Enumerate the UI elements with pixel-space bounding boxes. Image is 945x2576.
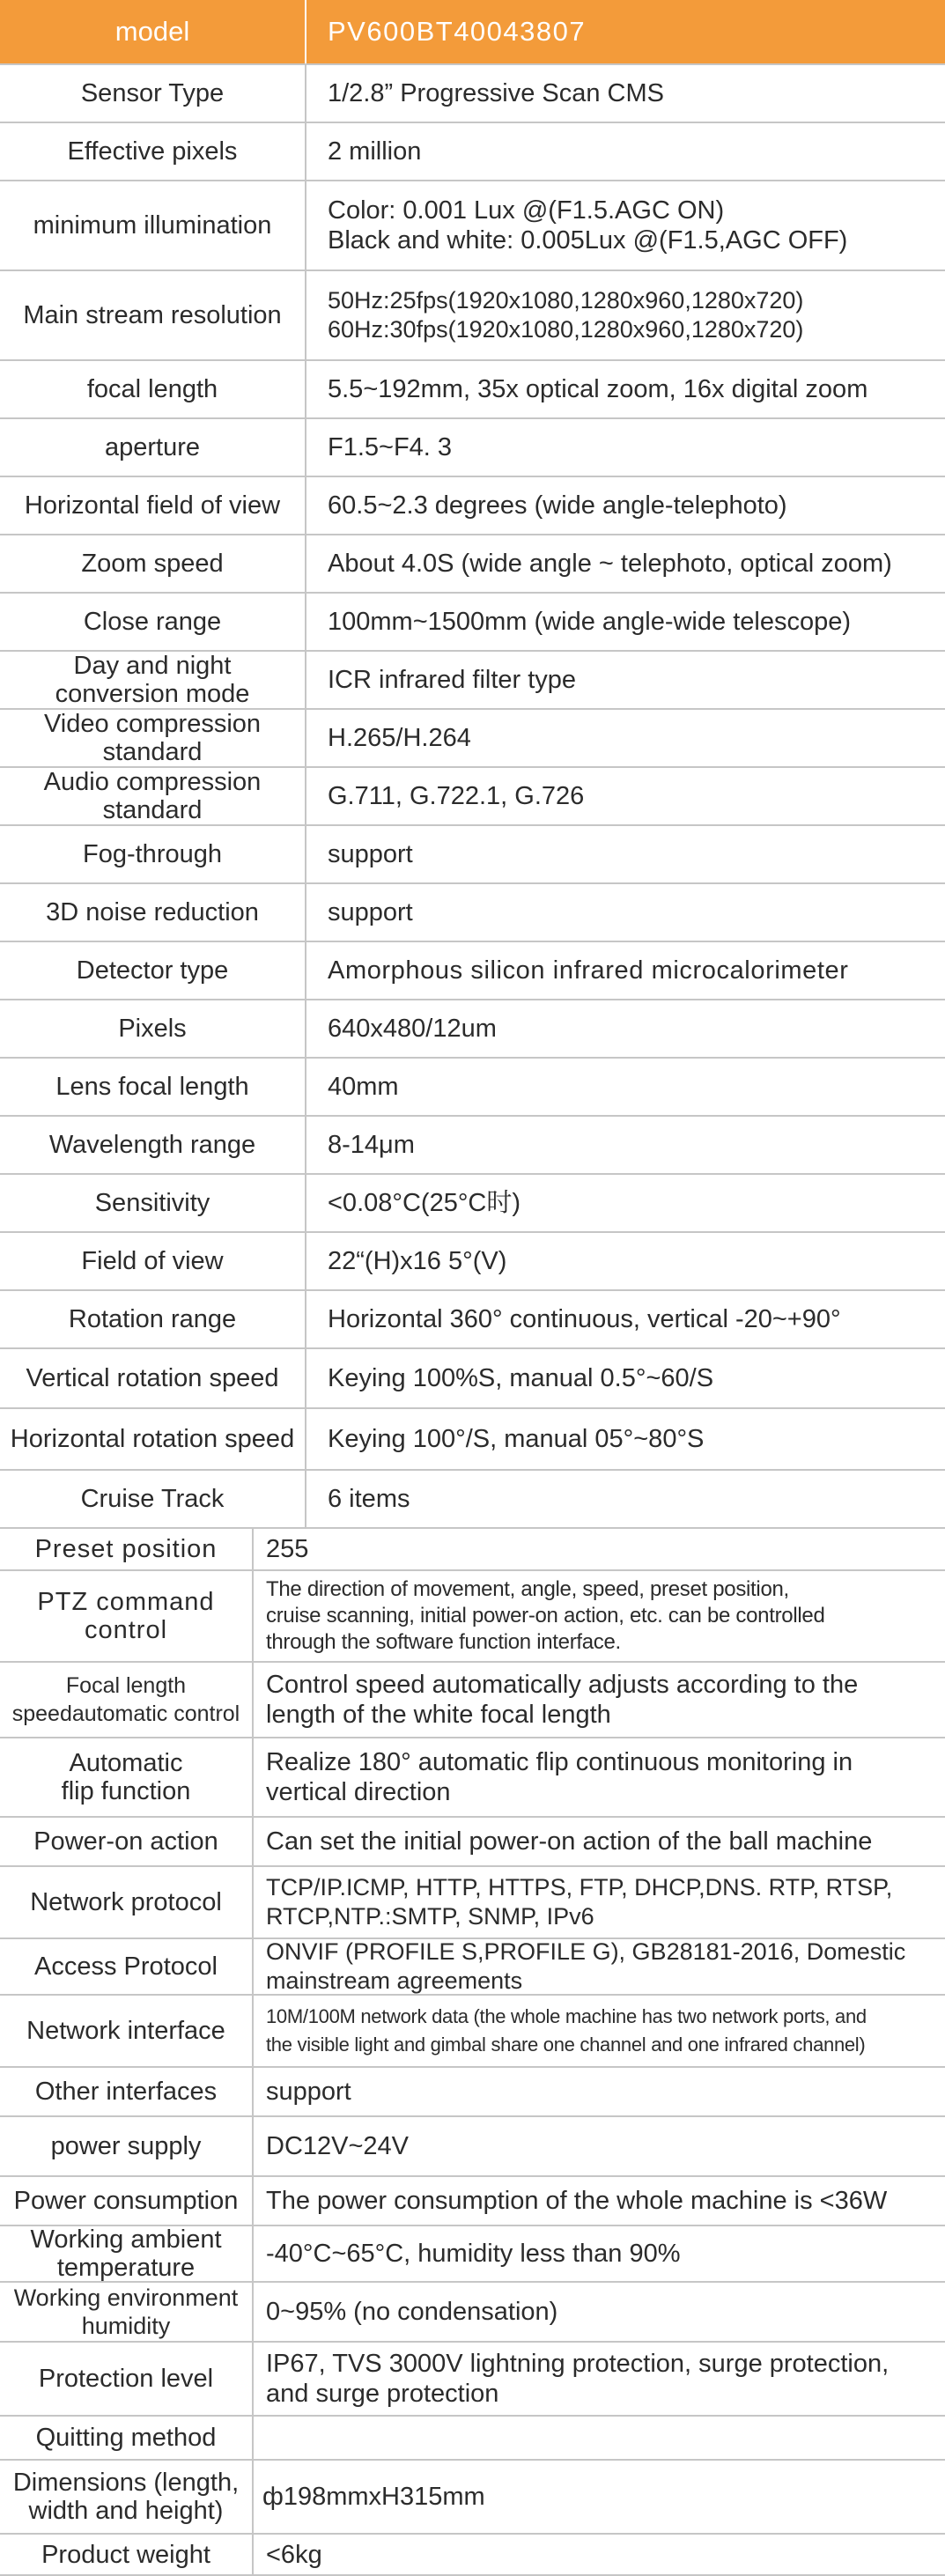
spec-label: Horizontal rotation speed xyxy=(10,1425,295,1453)
value-line: The direction of movement, angle, speed, preset position, xyxy=(266,1577,789,1601)
spec-header-row xyxy=(0,0,945,63)
spec-value: 40mm xyxy=(328,1073,399,1101)
spec-value: 1/2.8” Progressive Scan CMS xyxy=(328,79,664,107)
spec-value: 6 items xyxy=(328,1485,410,1513)
spec-row xyxy=(0,1865,945,1938)
spec-row xyxy=(0,417,945,476)
label-line: Day and night xyxy=(73,652,232,680)
spec-value: 60.5~2.3 degrees (wide angle-telephoto) xyxy=(328,491,787,520)
value-line: the visible light and gimbal share one channel and one infrared channel) xyxy=(266,2033,866,2056)
spec-row xyxy=(0,1115,945,1173)
spec-row xyxy=(0,1347,945,1407)
spec-label: Detector type xyxy=(76,956,229,985)
spec-row xyxy=(0,650,945,708)
value-line: cruise scanning, initial power-on action, etc. can be controlled xyxy=(266,1604,825,1628)
spec-value: 100mm~1500mm (wide angle-wide telescope) xyxy=(328,608,851,636)
spec-value: support xyxy=(328,840,413,868)
spec-label: Power-on action xyxy=(33,1827,218,1856)
spec-value: Keying 100%S, manual 0.5°~60/S xyxy=(328,1364,714,1392)
spec-row xyxy=(0,2225,945,2281)
spec-label: Quitting method xyxy=(35,2424,217,2452)
spec-label: Horizontal field of view xyxy=(24,491,281,520)
value-line: 50Hz:25fps(1920x1080,1280x960,1280x720) xyxy=(328,287,804,314)
spec-row xyxy=(0,2533,945,2576)
spec-row xyxy=(0,1231,945,1289)
label-line: standard xyxy=(102,796,203,824)
spec-value: <6kg xyxy=(266,2540,322,2569)
spec-label: Main stream resolution xyxy=(23,301,282,329)
spec-value xyxy=(254,2343,945,2415)
spec-row xyxy=(0,1737,945,1816)
spec-row xyxy=(0,766,945,824)
spec-row xyxy=(0,999,945,1057)
spec-label: Cruise Track xyxy=(80,1485,225,1513)
spec-label: Sensor Type xyxy=(80,79,225,107)
label-line: Working environment xyxy=(13,2284,239,2311)
spec-value xyxy=(254,1996,945,2066)
spec-label: focal length xyxy=(86,375,218,403)
spec-value: DC12V~24V xyxy=(266,2132,410,2160)
spec-label: Other interfaces xyxy=(34,2078,218,2106)
spec-row xyxy=(0,1938,945,1994)
label-line: speedautomatic control xyxy=(11,1701,240,1726)
spec-row xyxy=(0,534,945,592)
spec-label: Wavelength range xyxy=(48,1131,256,1159)
value-line: Control speed automatically adjusts according to the xyxy=(266,1671,859,1699)
spec-label: Lens focal length xyxy=(55,1073,249,1101)
spec-label: Rotation range xyxy=(68,1305,237,1333)
spec-value xyxy=(254,1867,945,1938)
value-line: ONVIF (PROFILE S,PROFILE G), GB28181-2016, Domestic xyxy=(266,1938,906,1965)
label-line: humidity xyxy=(81,2313,171,2339)
spec-value: 5.5~192mm, 35x optical zoom, 16x digital zoom xyxy=(328,375,868,403)
spec-label: Zoom speed xyxy=(81,550,224,578)
spec-value: 255 xyxy=(266,1535,309,1563)
spec-row xyxy=(0,1057,945,1115)
spec-value: 640x480/12um xyxy=(328,1015,497,1043)
spec-value: About 4.0S (wide angle ~ telephoto, optical zoom) xyxy=(328,550,892,578)
value-line: length of the white focal length xyxy=(266,1701,611,1729)
label-line: Working ambient xyxy=(30,2225,222,2254)
value-line: Realize 180° automatic flip continuous monitoring in xyxy=(266,1748,853,1776)
spec-value xyxy=(254,1663,945,1737)
spec-value: ф198mmxH315mm xyxy=(262,2483,485,2511)
label-line: conversion mode xyxy=(55,680,250,708)
spec-label xyxy=(0,652,305,708)
spec-value xyxy=(254,2417,945,2459)
label-line: standard xyxy=(102,738,203,766)
spec-label xyxy=(0,768,305,824)
spec-row xyxy=(0,476,945,534)
value-line: IP67, TVS 3000V lightning protection, surge protection, xyxy=(266,2350,890,2378)
spec-row xyxy=(0,708,945,766)
header-model-value: PV600BT40043807 xyxy=(328,16,587,47)
label-line: Audio compression xyxy=(43,768,262,796)
spec-label: minimum illumination xyxy=(33,211,272,240)
label-line: Video compression xyxy=(43,710,262,738)
spec-value: support xyxy=(328,898,413,926)
spec-value: 2 million xyxy=(328,137,422,166)
spec-label: 3D noise reduction xyxy=(46,898,259,926)
label-line: Dimensions (length, xyxy=(12,2469,240,2497)
spec-label: Protection level xyxy=(38,2365,214,2393)
value-line: vertical direction xyxy=(266,1778,451,1806)
spec-value: Horizontal 360° continuous, vertical -20~+90° xyxy=(328,1305,841,1333)
spec-value: -40°C~65°C, humidity less than 90% xyxy=(266,2240,681,2268)
value-line: mainstream agreements xyxy=(266,1967,523,1994)
spec-value xyxy=(254,1571,945,1661)
spec-value: 22“(H)x16 5°(V) xyxy=(328,1247,507,1275)
spec-label: Close range xyxy=(83,608,222,636)
spec-row xyxy=(0,122,945,180)
label-line: control xyxy=(84,1616,168,1644)
spec-row xyxy=(0,1469,945,1527)
spec-row xyxy=(0,882,945,941)
spec-value: support xyxy=(266,2078,351,2106)
spec-row xyxy=(0,180,945,269)
spec-value: H.265/H.264 xyxy=(328,724,471,752)
spec-row xyxy=(0,1407,945,1469)
value-line: 60Hz:30fps(1920x1080,1280x960,1280x720) xyxy=(328,316,804,343)
spec-row xyxy=(0,941,945,999)
spec-value xyxy=(306,181,945,269)
value-line: 10M/100M network data (the whole machine has two network ports, and xyxy=(266,2005,867,2027)
label-line: width and height) xyxy=(28,2497,224,2525)
spec-label: Vertical rotation speed xyxy=(26,1364,279,1392)
spec-label xyxy=(0,1738,252,1816)
spec-label xyxy=(0,2283,252,2341)
spec-value: F1.5~F4. 3 xyxy=(328,433,453,461)
spec-value: Amorphous silicon infrared microcalorimeter xyxy=(328,956,849,985)
value-line: through the software function interface. xyxy=(266,1630,621,1654)
spec-row xyxy=(0,592,945,650)
spec-row xyxy=(0,1569,945,1661)
spec-label: Effective pixels xyxy=(67,137,238,166)
value-line: and surge protection xyxy=(266,2380,499,2408)
spec-value: 0~95% (no condensation) xyxy=(266,2298,558,2326)
label-line: PTZ command xyxy=(37,1588,215,1616)
spec-row xyxy=(0,2115,945,2175)
spec-value: <0.08°C(25°C时) xyxy=(328,1189,521,1217)
spec-value: G.711, G.722.1, G.726 xyxy=(328,782,585,810)
spec-label: Pixels xyxy=(118,1015,187,1043)
spec-row xyxy=(0,1289,945,1347)
spec-value: 8-14μm xyxy=(328,1131,415,1159)
label-line: flip function xyxy=(61,1777,191,1805)
spec-row xyxy=(0,269,945,359)
spec-label xyxy=(0,710,305,766)
spec-row xyxy=(0,2175,945,2225)
spec-row xyxy=(0,2281,945,2341)
value-line: TCP/IP.ICMP, HTTP, HTTPS, FTP, DHCP,DNS. RTP, RTSP, xyxy=(266,1874,893,1901)
spec-value xyxy=(306,271,945,359)
spec-row xyxy=(0,1527,945,1569)
spec-label: Field of view xyxy=(81,1247,224,1275)
spec-row xyxy=(0,1816,945,1865)
spec-row xyxy=(0,2459,945,2533)
spec-label xyxy=(0,1571,252,1661)
spec-value: ICR infrared filter type xyxy=(328,666,577,694)
spec-label: Power consumption xyxy=(13,2187,239,2215)
spec-label: Preset position xyxy=(34,1535,218,1563)
header-label: model xyxy=(114,16,190,47)
spec-value xyxy=(254,1738,945,1816)
spec-value: Can set the initial power-on action of the ball machine xyxy=(266,1827,873,1856)
label-line: Focal length xyxy=(65,1673,187,1698)
spec-value xyxy=(254,1939,945,1994)
spec-label: Network protocol xyxy=(30,1888,222,1916)
spec-row xyxy=(0,824,945,882)
spec-row xyxy=(0,2341,945,2415)
spec-label xyxy=(0,2226,252,2281)
spec-row xyxy=(0,359,945,417)
spec-value: Keying 100°/S, manual 05°~80°S xyxy=(328,1425,705,1453)
spec-label xyxy=(0,2461,252,2533)
label-line: temperature xyxy=(56,2254,196,2282)
spec-row xyxy=(0,63,945,122)
spec-label: Product weight xyxy=(41,2540,210,2569)
value-line: Color: 0.001 Lux @(F1.5.AGC ON) xyxy=(328,196,725,225)
spec-value: The power consumption of the whole machine is <36W xyxy=(266,2187,888,2215)
spec-label: Network interface xyxy=(26,2017,225,2045)
spec-row xyxy=(0,1661,945,1737)
spec-label: aperture xyxy=(104,433,200,461)
spec-label: Access Protocol xyxy=(34,1952,218,1981)
spec-label: Sensitivity xyxy=(94,1189,210,1217)
spec-label xyxy=(0,1663,252,1737)
label-line: Automatic xyxy=(69,1749,183,1777)
spec-row xyxy=(0,1994,945,2066)
spec-row xyxy=(0,2066,945,2115)
value-line: RTCP,NTP.:SMTP, SNMP, IPv6 xyxy=(266,1903,594,1930)
spec-row xyxy=(0,1173,945,1231)
spec-label: Fog-through xyxy=(83,840,222,868)
spec-row xyxy=(0,2415,945,2459)
value-line: Black and white: 0.005Lux @(F1.5,AGC OFF) xyxy=(328,226,848,255)
spec-label: power supply xyxy=(50,2132,202,2160)
